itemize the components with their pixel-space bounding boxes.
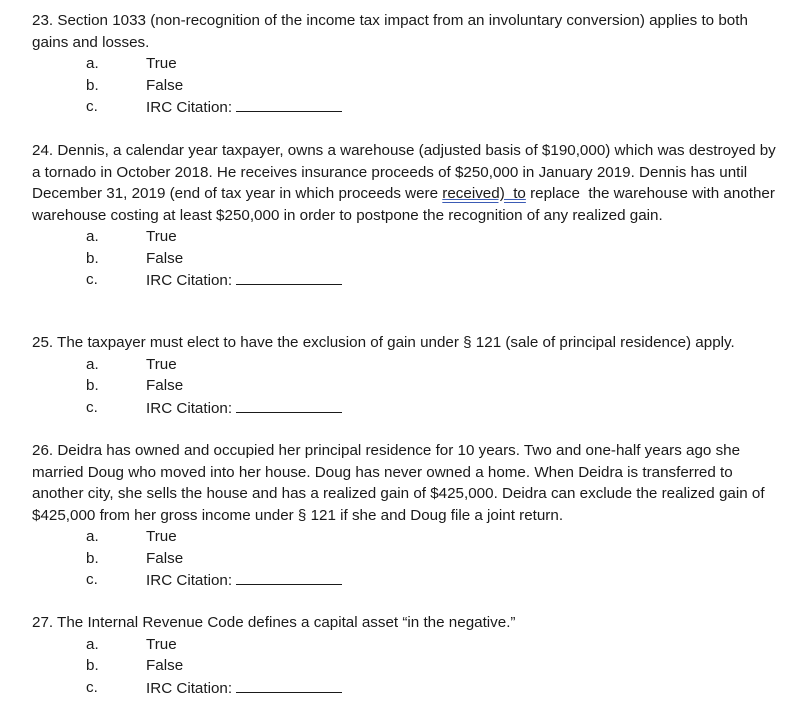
- option-a[interactable]: [32, 526, 784, 548]
- irc-citation-blank[interactable]: [236, 569, 342, 585]
- irc-citation-blank[interactable]: [236, 397, 342, 413]
- option-label: False: [146, 549, 184, 567]
- option-label: True: [146, 228, 177, 245]
- option-letter: c.: [86, 571, 98, 588]
- option-a[interactable]: [32, 634, 784, 656]
- irc-citation-label: IRC Citation:: [146, 679, 233, 697]
- irc-citation-label: IRC Citation:: [146, 99, 233, 116]
- option-letter: a.: [86, 228, 99, 245]
- irc-citation-label: IRC Citation:: [146, 399, 233, 417]
- option-letter: a.: [86, 635, 99, 653]
- irc-citation-blank[interactable]: [236, 96, 342, 112]
- question-26: [32, 440, 784, 591]
- option-c: [32, 397, 784, 419]
- question-text: 27. The Internal Revenue Code defines a capital asset “in the negative.”: [32, 614, 516, 631]
- option-a[interactable]: [32, 226, 784, 248]
- question-text-part2: replace the warehouse with another warehouse costing at least $250,000 in order to postpone the recognition of any realized gain.: [32, 185, 780, 224]
- question-23: [32, 10, 784, 118]
- option-letter: c.: [86, 98, 98, 115]
- question-24: [32, 140, 784, 291]
- option-c: [32, 96, 784, 118]
- option-letter: a.: [86, 55, 99, 72]
- option-label: True: [146, 355, 177, 373]
- question-text-part1: 24. Dennis, a calendar year taxpayer, owns a warehouse (adjusted basis of $190,000) which was destroyed by a tornado in October 2018. He receives insurance proceeds of $250,000 in January 2019. Dennis has until December 31, 2019 (end of tax year in which proceeds were: [32, 142, 781, 202]
- grammar-flagged-text: received) to: [442, 185, 526, 202]
- option-label: False: [146, 657, 184, 674]
- irc-citation-blank[interactable]: [236, 677, 342, 693]
- option-label: False: [146, 76, 184, 94]
- option-letter: b.: [86, 76, 99, 94]
- option-letter: c.: [86, 271, 98, 288]
- option-letter: a.: [86, 355, 99, 373]
- question-25: [32, 332, 784, 418]
- option-label: True: [146, 55, 177, 72]
- question-text: [32, 140, 784, 226]
- option-letter: c.: [86, 398, 98, 416]
- option-label: True: [146, 528, 177, 545]
- option-letter: a.: [86, 528, 99, 545]
- irc-citation-label: IRC Citation:: [146, 272, 233, 289]
- option-letter: b.: [86, 657, 99, 674]
- option-b[interactable]: [32, 75, 784, 97]
- option-label: False: [146, 249, 184, 267]
- question-27: [32, 612, 784, 698]
- option-b[interactable]: [32, 248, 784, 270]
- irc-citation-label: IRC Citation:: [146, 572, 233, 589]
- option-letter: b.: [86, 377, 99, 394]
- option-a[interactable]: [32, 53, 784, 75]
- option-c: [32, 269, 784, 291]
- question-text: 25. The taxpayer must elect to have the exclusion of gain under § 121 (sale of principal residence) apply.: [32, 334, 735, 351]
- option-letter: c.: [86, 678, 98, 696]
- option-a[interactable]: [32, 354, 784, 376]
- option-c: [32, 569, 784, 591]
- option-letter: b.: [86, 549, 99, 567]
- irc-citation-blank[interactable]: [236, 269, 342, 285]
- option-b[interactable]: [32, 655, 784, 677]
- question-text: 23. Section 1033 (non-recognition of the income tax impact from an involuntary conversion) applies to both gains and losses.: [32, 12, 753, 51]
- option-label: True: [146, 635, 177, 653]
- question-text: 26. Deidra has owned and occupied her principal residence for 10 years. Two and one-half years ago she married Doug who moved into her house. Doug has never owned a home. When Deidra is transferred to another city, she sells the house and has a realized gain of $425,000. Deidra can exclude the realized gain of $425,000 from her gross income under § 121 if she and Doug file a joint return.: [32, 442, 769, 524]
- option-letter: b.: [86, 249, 99, 267]
- option-label: False: [146, 377, 184, 394]
- option-c: [32, 677, 784, 699]
- option-b[interactable]: [32, 548, 784, 570]
- option-b[interactable]: [32, 375, 784, 397]
